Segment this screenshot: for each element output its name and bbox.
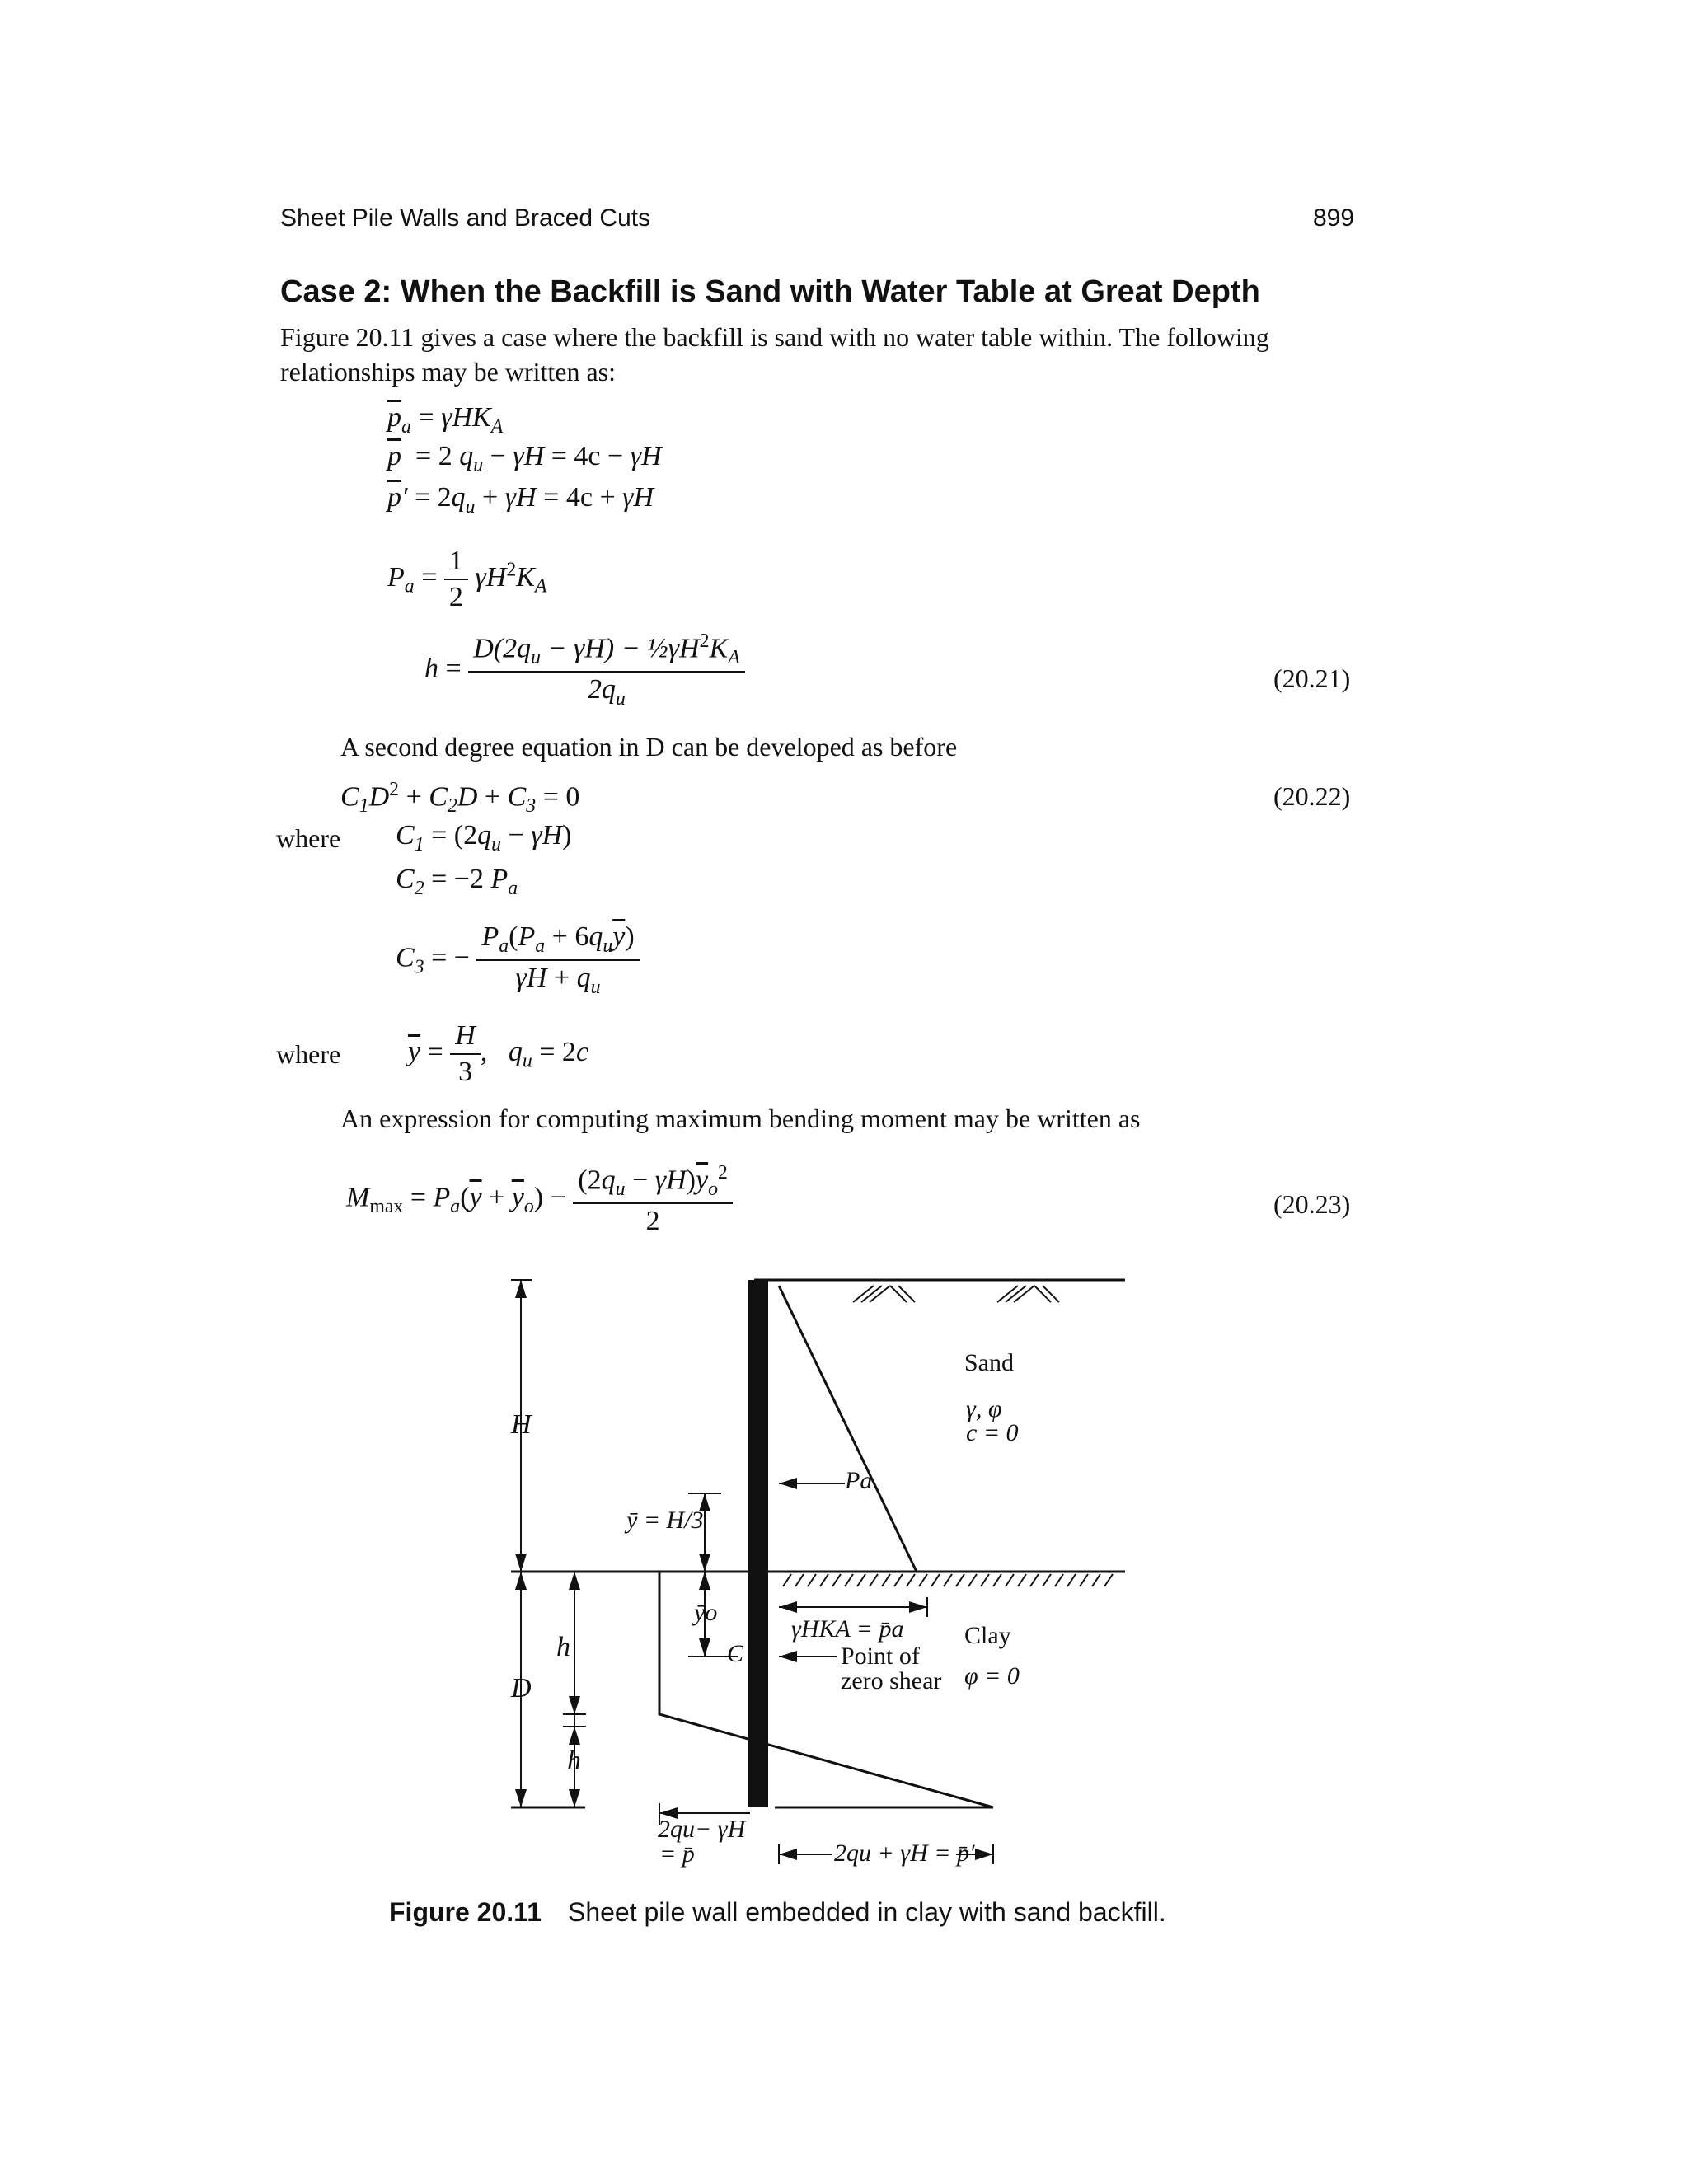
- second-degree-text: A second degree equation in D can be developed as before: [340, 732, 958, 762]
- sheet-pile: [748, 1280, 768, 1807]
- label-phi-zero: φ = 0: [964, 1662, 1020, 1690]
- intro-line-2: relationships may be written as:: [280, 357, 617, 387]
- equation-C2: $C_2 = -2$ $P_a$: [396, 864, 518, 899]
- equation-C3: $C_3$ = − $\frac{P_a(P_a + 6q_u\overline{y})}{\gamma H + q_u}$: [396, 921, 640, 999]
- ground-hatch: [853, 1286, 1059, 1302]
- label-Pa: Pa: [845, 1467, 873, 1494]
- equation-ybar: $\overline{y}$ = $\frac{H}{3}$ , $q_u = 2c$: [408, 1020, 589, 1087]
- label-c-zero: c = 0: [966, 1419, 1019, 1446]
- section-heading: Case 2: When the Backfill is Sand with Water Table at Great Depth: [280, 274, 1260, 309]
- label-D: D: [511, 1673, 532, 1704]
- dredge-hatch: [783, 1574, 1113, 1586]
- intro-line-1: Figure 20.11 gives a case where the backfill is sand with no water table within. The following: [280, 322, 1269, 352]
- label-bottom-left-1: 2qu− γH: [658, 1816, 746, 1843]
- figure-caption-text: Sheet pile wall embedded in clay with sand backfill.: [567, 1897, 1166, 1927]
- equation-h: h = $\frac{D(2q_u - \gamma H) - \frac{1}{2}\gamma H^2K_A}{2q_u}$: [424, 630, 745, 710]
- label-sand: Sand: [964, 1349, 1014, 1376]
- equation-p-bar: $\overline{p} = 2$ $q_u - \gamma H = 4c - \gamma H$: [387, 441, 662, 476]
- equation-number-20-21: (20.21): [1273, 663, 1351, 693]
- label-zero-shear: zero shear: [841, 1667, 942, 1694]
- running-title: Sheet Pile Walls and Braced Cuts: [280, 204, 651, 232]
- label-gamma-phi: γ, φ: [966, 1395, 1002, 1422]
- figure-caption: [389, 1897, 1166, 1928]
- label-yo: ȳo: [694, 1599, 718, 1626]
- label-C: C: [727, 1640, 744, 1667]
- label-gammaHKA: γHKA = p̄a: [791, 1615, 904, 1643]
- figure-caption-label: Figure 20.11: [389, 1897, 542, 1927]
- active-pressure-line: [779, 1286, 917, 1572]
- equation-pa-bar: $\overline{p}_a = \gamma HK_A$: [387, 402, 504, 438]
- equation-C1: $C_1 = (2q_u - \gamma H)$: [396, 820, 572, 855]
- label-bottom-left-2: = p̄: [659, 1840, 695, 1868]
- equation-quadratic: $C_1D^2 + C_2D + C_3 = 0$: [340, 779, 580, 818]
- page-number: 899: [1313, 204, 1355, 232]
- label-ybar: ȳ = H/3: [626, 1507, 704, 1534]
- label-H: H: [511, 1409, 532, 1440]
- label-bottom-right: 2qu + γH = p̄′: [834, 1840, 975, 1867]
- label-clay: Clay: [964, 1622, 1011, 1649]
- equation-p-prime: $\overline{p}' = 2q_u + \gamma H = 4c + \gamma H$: [387, 482, 654, 518]
- label-h-lower: h: [567, 1746, 581, 1776]
- moment-text: An expression for computing maximum bending moment may be written as: [340, 1104, 1141, 1133]
- equation-number-20-22: (20.22): [1273, 781, 1351, 811]
- equation-Pa: $P_a$ = $\frac{1}{2}$ $\gamma H^2K_A$: [387, 546, 547, 612]
- equation-Mmax: $M_{max} = P_a(\overline{y} + \overline{y}_o)$ − $\frac{(2q_u - \gamma H)\overline{y}_o^2}{2}$: [346, 1162, 733, 1237]
- where-label-1: where: [276, 823, 341, 853]
- label-h-upper: h: [556, 1632, 570, 1662]
- label-point-of: Point of: [841, 1643, 920, 1670]
- equation-number-20-23: (20.23): [1273, 1189, 1351, 1219]
- where-label-2: where: [276, 1039, 341, 1069]
